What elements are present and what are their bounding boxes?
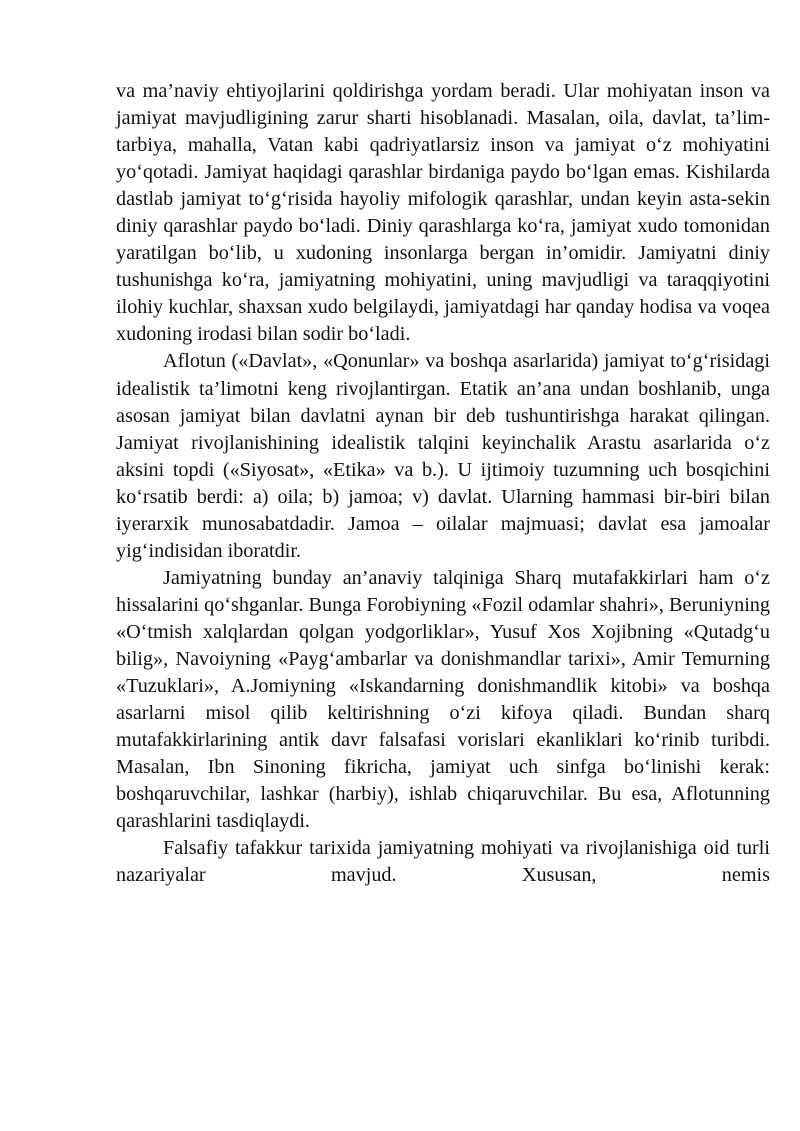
paragraph-1: va ma’naviy ehtiyojlarini qoldirishga yordam beradi. Ular mohiyatan inson va jamiyat mavjudligining zarur sharti hisoblanadi. Masalan, oila, davlat, ta’lim-tarbiya, mahalla, Vatan kabi qadriyatlarsiz inson va jamiyat o‘z mohiyatini yo‘qotadi. Jamiyat haqidagi qarashlar birdaniga paydo bo‘lgan emas. Kishilarda dastlab jamiyat to‘g‘risida hayoliy mifologik qarashlar, undan keyin asta-sekin diniy qarashlar paydo bo‘ladi. Diniy qarashlarga ko‘ra, jamiyat xudo tomonidan yaratilgan bo‘lib, u xudoning insonlarga bergan in’omidir. Jamiyatni diniy tushunishga ko‘ra, jamiyatning mohiyatini, uning mavjudligi va taraqqiyotini ilohiy kuchlar, shaxsan xudo belgilaydi, jamiyatdagi har qanday hodisa va voqea xudoning irodasi bilan sodir bo‘ladi. — [116, 80, 770, 346]
paragraph-4: Falsafiy tafakkur tarixida jamiyatning mohiyati va rivojlanishiga oid turli nazariyalar mavjud. Xususan, nemis — [116, 837, 770, 887]
document-page — [116, 78, 770, 889]
paragraph-3: Jamiyatning bunday an’anaviy talqiniga Sharq mutafakkirlari ham o‘z hissalarini qo‘shganlar. Bunga Forobiyning «Fozil odamlar shahri», Beruniyning «O‘tmish xalqlardan qolgan yodgorliklar», Yusuf Xos Xojibning «Qutadg‘u bilig», Navoiyning «Payg‘ambarlar va donishmandlar tarixi», Amir Temurning «Tuzuklari», A.Jomiyning «Iskandarning donishmandlik kitobi» va boshqa asarlarni misol qilib keltirishning o‘zi kifoya qiladi. Bundan sharq mutafakkirlarining antik davr falsafasi vorislari ekanliklari ko‘rinib turibdi. Masalan, Ibn Sinoning fikricha, jamiyat uch sinfga bo‘linishi kerak: boshqaruvchilar, lashkar (harbiy), ishlab chiqaruvchilar. Bu esa, Aflotunning qarashlarini tasdiqlaydi. — [116, 566, 770, 833]
paragraph-2: Aflotun («Davlat», «Qonunlar» va boshqa asarlarida) jamiyat to‘g‘risidagi idealistik ta’limotni keng rivojlantirgan. Etatik an’ana undan boshlanib, unga asosan jamiyat bilan davlatni aynan bir deb tushuntirishga harakat qilingan. Jamiyat rivojlanishining idealistik talqini keyinchalik Arastu asarlarida o‘z aksini topdi («Siyosat», «Etika» va b.). U ijtimoiy tuzumning uch bosqichini ko‘rsatib berdi: a) oila; b) jamoa; v) davlat. Ularning hammasi bir-biri bilan iyerarxik munosabatdadir. Jamoa – oilalar majmuasi; davlat esa jamoalar yig‘indisidan iboratdir. — [116, 350, 770, 562]
